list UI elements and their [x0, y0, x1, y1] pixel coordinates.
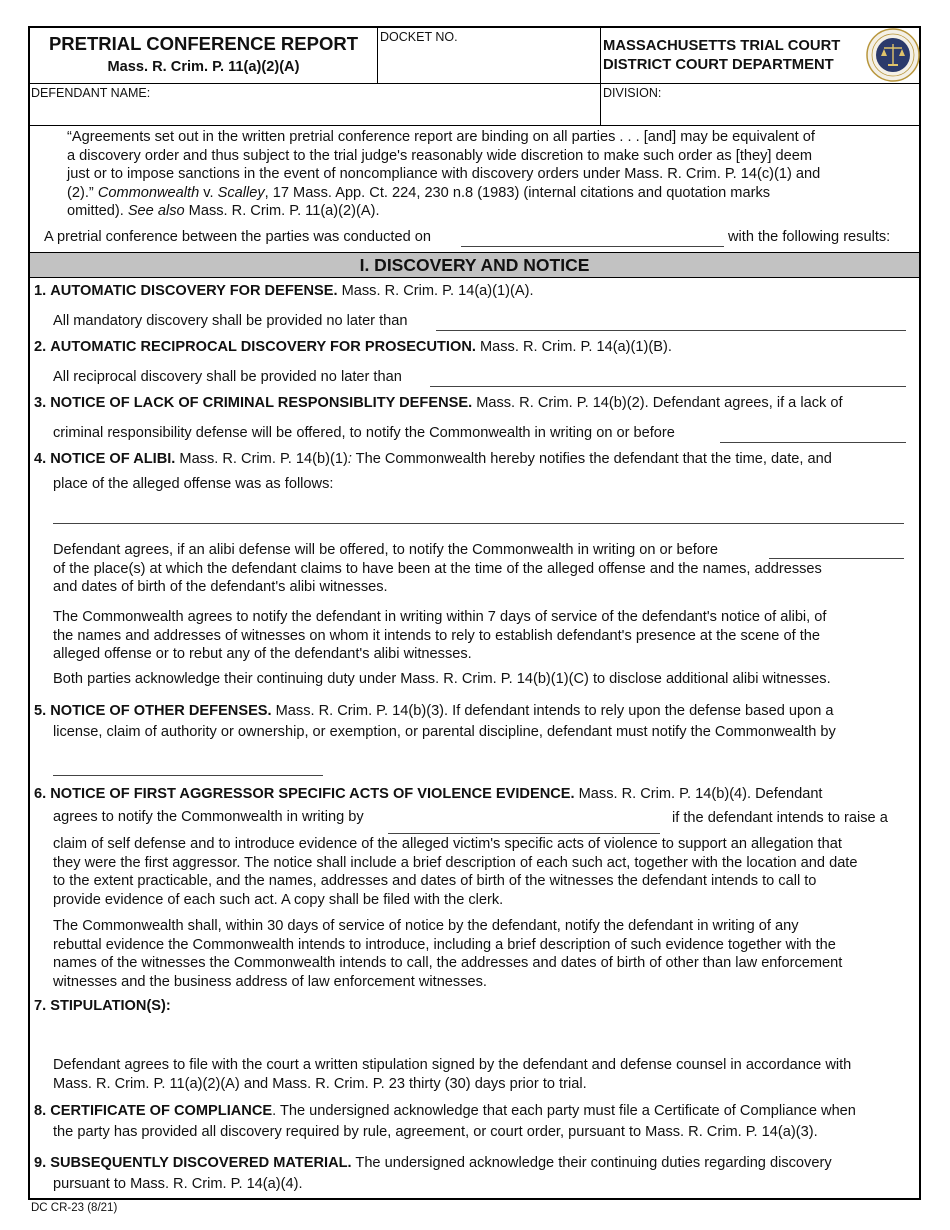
rebuttal-line-3: names of the witnesses the Commonwealth intends to call, the addresses and dates of birth of other than law enforcement	[53, 955, 843, 971]
mandatory-discovery-date-field[interactable]	[436, 330, 906, 331]
header-rule-2	[29, 125, 920, 126]
commonwealth-line-2: the names and addresses of witnesses on whom it intends to rely to establish defendant's presence at the scene of the	[53, 627, 820, 644]
docket-number-field[interactable]	[380, 46, 598, 80]
quote-line-2: a discovery order and thus subject to the trial judge's reasonably wide discretion to make such order as [they] deem	[67, 147, 813, 164]
item-4-commonwealth-paragraph	[53, 608, 919, 664]
item-rule: Mass. R. Crim. P. 14(a)(1)(A).	[337, 283, 534, 299]
item-text: . The undersigned acknowledge that each party must file a Certificate of Compliance when	[272, 1103, 856, 1119]
item-5-heading	[34, 703, 834, 719]
item-6-commonwealth-paragraph	[53, 917, 919, 991]
item-2-heading	[34, 339, 672, 355]
item-4-continuing-duty: Both parties acknowledge their continuing duty under Mass. R. Crim. P. 14(b)(1)(C) to disclose additional alibi witnesses.	[53, 671, 831, 687]
alibi-line-1: Defendant agrees, if an alibi defense will be offered, to notify the Commonwealth in writing on or before	[53, 542, 718, 558]
alibi-line-2: of the place(s) at which the defendant claims to have been at the time of the alleged offense and the names, addresses	[53, 560, 822, 577]
aggressor-line-3: to the extent practicable, and the names, addresses and dates of birth of the witnesses the defendant intends to call to	[53, 873, 817, 889]
reciprocal-discovery-date-field[interactable]	[430, 386, 906, 387]
item-4-alibi-paragraph	[53, 541, 919, 597]
item-7-heading	[34, 998, 171, 1014]
rebuttal-line-1: The Commonwealth shall, within 30 days of service of notice by the defendant, notify the defendant in writing of any	[53, 918, 799, 934]
defendant-name-field[interactable]	[31, 102, 597, 122]
stipulation-line-2: Mass. R. Crim. P. 11(a)(2)(A) and Mass. R. Crim. P. 23 thirty (30) days prior to trial.	[53, 1075, 587, 1092]
item-title: NOTICE OF OTHER DEFENSES.	[50, 703, 272, 719]
item-8-line-2: the party has provided all discovery required by rule, agreement, or court order, pursuant to Mass. R. Crim. P. 14(a)(3).	[53, 1124, 818, 1140]
item-title: NOTICE OF LACK OF CRIMINAL RESPONSIBLITY DEFENSE.	[50, 395, 473, 411]
item-title: CERTIFICATE OF COMPLIANCE	[50, 1103, 273, 1119]
aggressor-line-2: they were the first aggressor. The notice shall include a brief description of each such act, together with the location and date	[53, 854, 858, 871]
item-rule: Mass. R. Crim. P. 14(b)(4). Defendant	[574, 786, 823, 802]
conference-date-field[interactable]	[461, 246, 724, 247]
stipulations-field[interactable]	[53, 1018, 903, 1052]
citation-text: Mass. R. Crim. P. 11(a)(2)(A).	[184, 203, 380, 219]
quote-text: omitted).	[67, 203, 128, 219]
other-defenses-date-field[interactable]	[53, 775, 323, 776]
court-name	[603, 37, 863, 75]
section-band	[30, 252, 919, 278]
item-4-heading	[34, 451, 832, 467]
rebuttal-line-4: witnesses and the business address of law enforcement witnesses.	[53, 973, 487, 990]
division-field[interactable]	[603, 102, 917, 122]
alibi-line-3: and dates of birth of the defendant's alibi witnesses.	[53, 579, 388, 595]
see-also: See also	[127, 203, 185, 219]
item-number: 3.	[34, 395, 47, 411]
court-name-line-1: MASSACHUSETTS TRIAL COURT	[603, 38, 841, 54]
section-title: I. DISCOVERY AND NOTICE	[359, 255, 590, 275]
offense-details-field[interactable]	[53, 523, 904, 524]
rebuttal-line-2: rebuttal evidence the Commonwealth intends to introduce, including a brief description of such evidence together with the	[53, 936, 836, 953]
header-rule-1	[29, 83, 920, 84]
item-number: 7.	[34, 998, 47, 1014]
defendant-name-label: DEFENDANT NAME:	[31, 86, 151, 100]
item-1-heading	[34, 283, 534, 299]
case-name-2: Scalley	[217, 184, 265, 201]
item-title: SUBSEQUENTLY DISCOVERED MATERIAL.	[50, 1155, 352, 1171]
item-4-line-2: place of the alleged offense was as follows:	[53, 476, 334, 492]
item-title: NOTICE OF FIRST AGGRESSOR SPECIFIC ACTS OF VIOLENCE EVIDENCE.	[50, 786, 575, 802]
header-divider-1	[377, 27, 378, 83]
aggressor-line-1: claim of self defense and to introduce evidence of the alleged victim's specific acts of violence to support an allegation that	[53, 836, 842, 852]
item-title: AUTOMATIC DISCOVERY FOR DEFENSE.	[50, 283, 338, 299]
item-7-paragraph	[53, 1056, 919, 1093]
item-rule: Mass. R. Crim. P. 14(a)(1)(B).	[475, 339, 672, 355]
alibi-notice-date-field[interactable]	[769, 558, 904, 559]
division-label: DIVISION:	[603, 86, 662, 100]
item-number: 8.	[34, 1103, 47, 1119]
criminal-responsibility-date-field[interactable]	[720, 442, 906, 443]
item-title: AUTOMATIC RECIPROCAL DISCOVERY FOR PROSECUTION.	[50, 339, 476, 355]
quote-line-5	[67, 202, 917, 221]
docket-number-label: DOCKET NO.	[380, 30, 458, 44]
item-6-heading	[34, 786, 823, 802]
stipulation-line-1: Defendant agrees to file with the court a written stipulation signed by the defendant and defense counsel in accordance with	[53, 1057, 852, 1073]
header-divider-2	[600, 27, 601, 125]
item-6-line-2a: agrees to notify the Commonwealth in writing by	[53, 809, 364, 825]
item-3-text: criminal responsibility defense will be offered, to notify the Commonwealth in writing on or before	[53, 425, 675, 441]
form-rule-citation: Mass. R. Crim. P. 11(a)(2)(A)	[107, 59, 300, 75]
item-colon: :	[347, 451, 352, 467]
item-6-line-2b: if the defendant intends to raise a	[672, 810, 888, 826]
item-number: 6.	[34, 786, 47, 802]
item-number: 2.	[34, 339, 47, 355]
form-id: DC CR-23 (8/21)	[31, 1202, 118, 1214]
case-name: Commonwealth	[97, 184, 200, 201]
item-number: 4.	[34, 451, 47, 467]
item-title: STIPULATION(S):	[50, 998, 171, 1014]
case-v: v.	[199, 184, 218, 201]
conference-statement-right: with the following results:	[728, 229, 891, 245]
item-rule: Mass. R. Crim. P. 14(b)(2). Defendant agrees, if a lack of	[472, 395, 843, 411]
item-9-heading	[34, 1155, 832, 1171]
intro-quotation	[67, 128, 917, 221]
form-title: PRETRIAL CONFERENCE REPORT	[48, 33, 359, 54]
quote-line-3: just or to impose sanctions in the event of noncompliance with discovery orders under Mass. R. Crim. P. 14(c)(1) and	[67, 166, 821, 182]
item-number: 9.	[34, 1155, 47, 1171]
item-rule: Mass. R. Crim. P. 14(b)(3). If defendant intends to rely upon the defense based upon a	[271, 703, 834, 719]
item-9-line-2: pursuant to Mass. R. Crim. P. 14(a)(4).	[53, 1176, 303, 1192]
item-6-defendant-paragraph	[53, 835, 919, 909]
item-rule: Mass. R. Crim. P. 14(b)(1)	[175, 451, 348, 467]
item-8-heading	[34, 1103, 856, 1119]
court-name-line-2: DISTRICT COURT DEPARTMENT	[603, 57, 834, 73]
commonwealth-line-1: The Commonwealth agrees to notify the defendant in writing within 7 days of service of the defendant's notice of alibi, of	[53, 609, 827, 625]
commonwealth-line-3: alleged offense or to rebut any of the defendant's alibi witnesses.	[53, 646, 472, 662]
quote-line-4	[67, 184, 917, 203]
item-text: The Commonwealth hereby notifies the defendant that the time, date, and	[351, 451, 832, 467]
item-number: 5.	[34, 703, 47, 719]
item-5-line-2: license, claim of authority or ownership, or exemption, or parental discipline, defendant must notify the Commonwealth by	[53, 724, 836, 740]
item-number: 1.	[34, 283, 47, 299]
item-title: NOTICE OF ALIBI.	[50, 451, 176, 467]
item-1-text: All mandatory discovery shall be provided no later than	[53, 313, 408, 329]
aggressor-line-4: provide evidence of each such act. A copy shall be filed with the clerk.	[53, 891, 504, 908]
quote-text: (2).”	[67, 184, 98, 201]
citation-text: , 17 Mass. App. Ct. 224, 230 n.8 (1983) (internal citations and quotation marks	[264, 184, 771, 201]
quote-line-1: “Agreements set out in the written pretrial conference report are binding on all parties . . . [and] may be equivalent of	[67, 129, 815, 145]
item-text: The undersigned acknowledge their continuing duties regarding discovery	[351, 1155, 832, 1171]
first-aggressor-date-field[interactable]	[388, 833, 660, 834]
trial-court-seal-icon	[866, 28, 920, 82]
item-2-text: All reciprocal discovery shall be provided no later than	[53, 369, 402, 385]
conference-statement-left: A pretrial conference between the parties was conducted on	[44, 229, 431, 245]
item-3-heading	[34, 395, 843, 411]
